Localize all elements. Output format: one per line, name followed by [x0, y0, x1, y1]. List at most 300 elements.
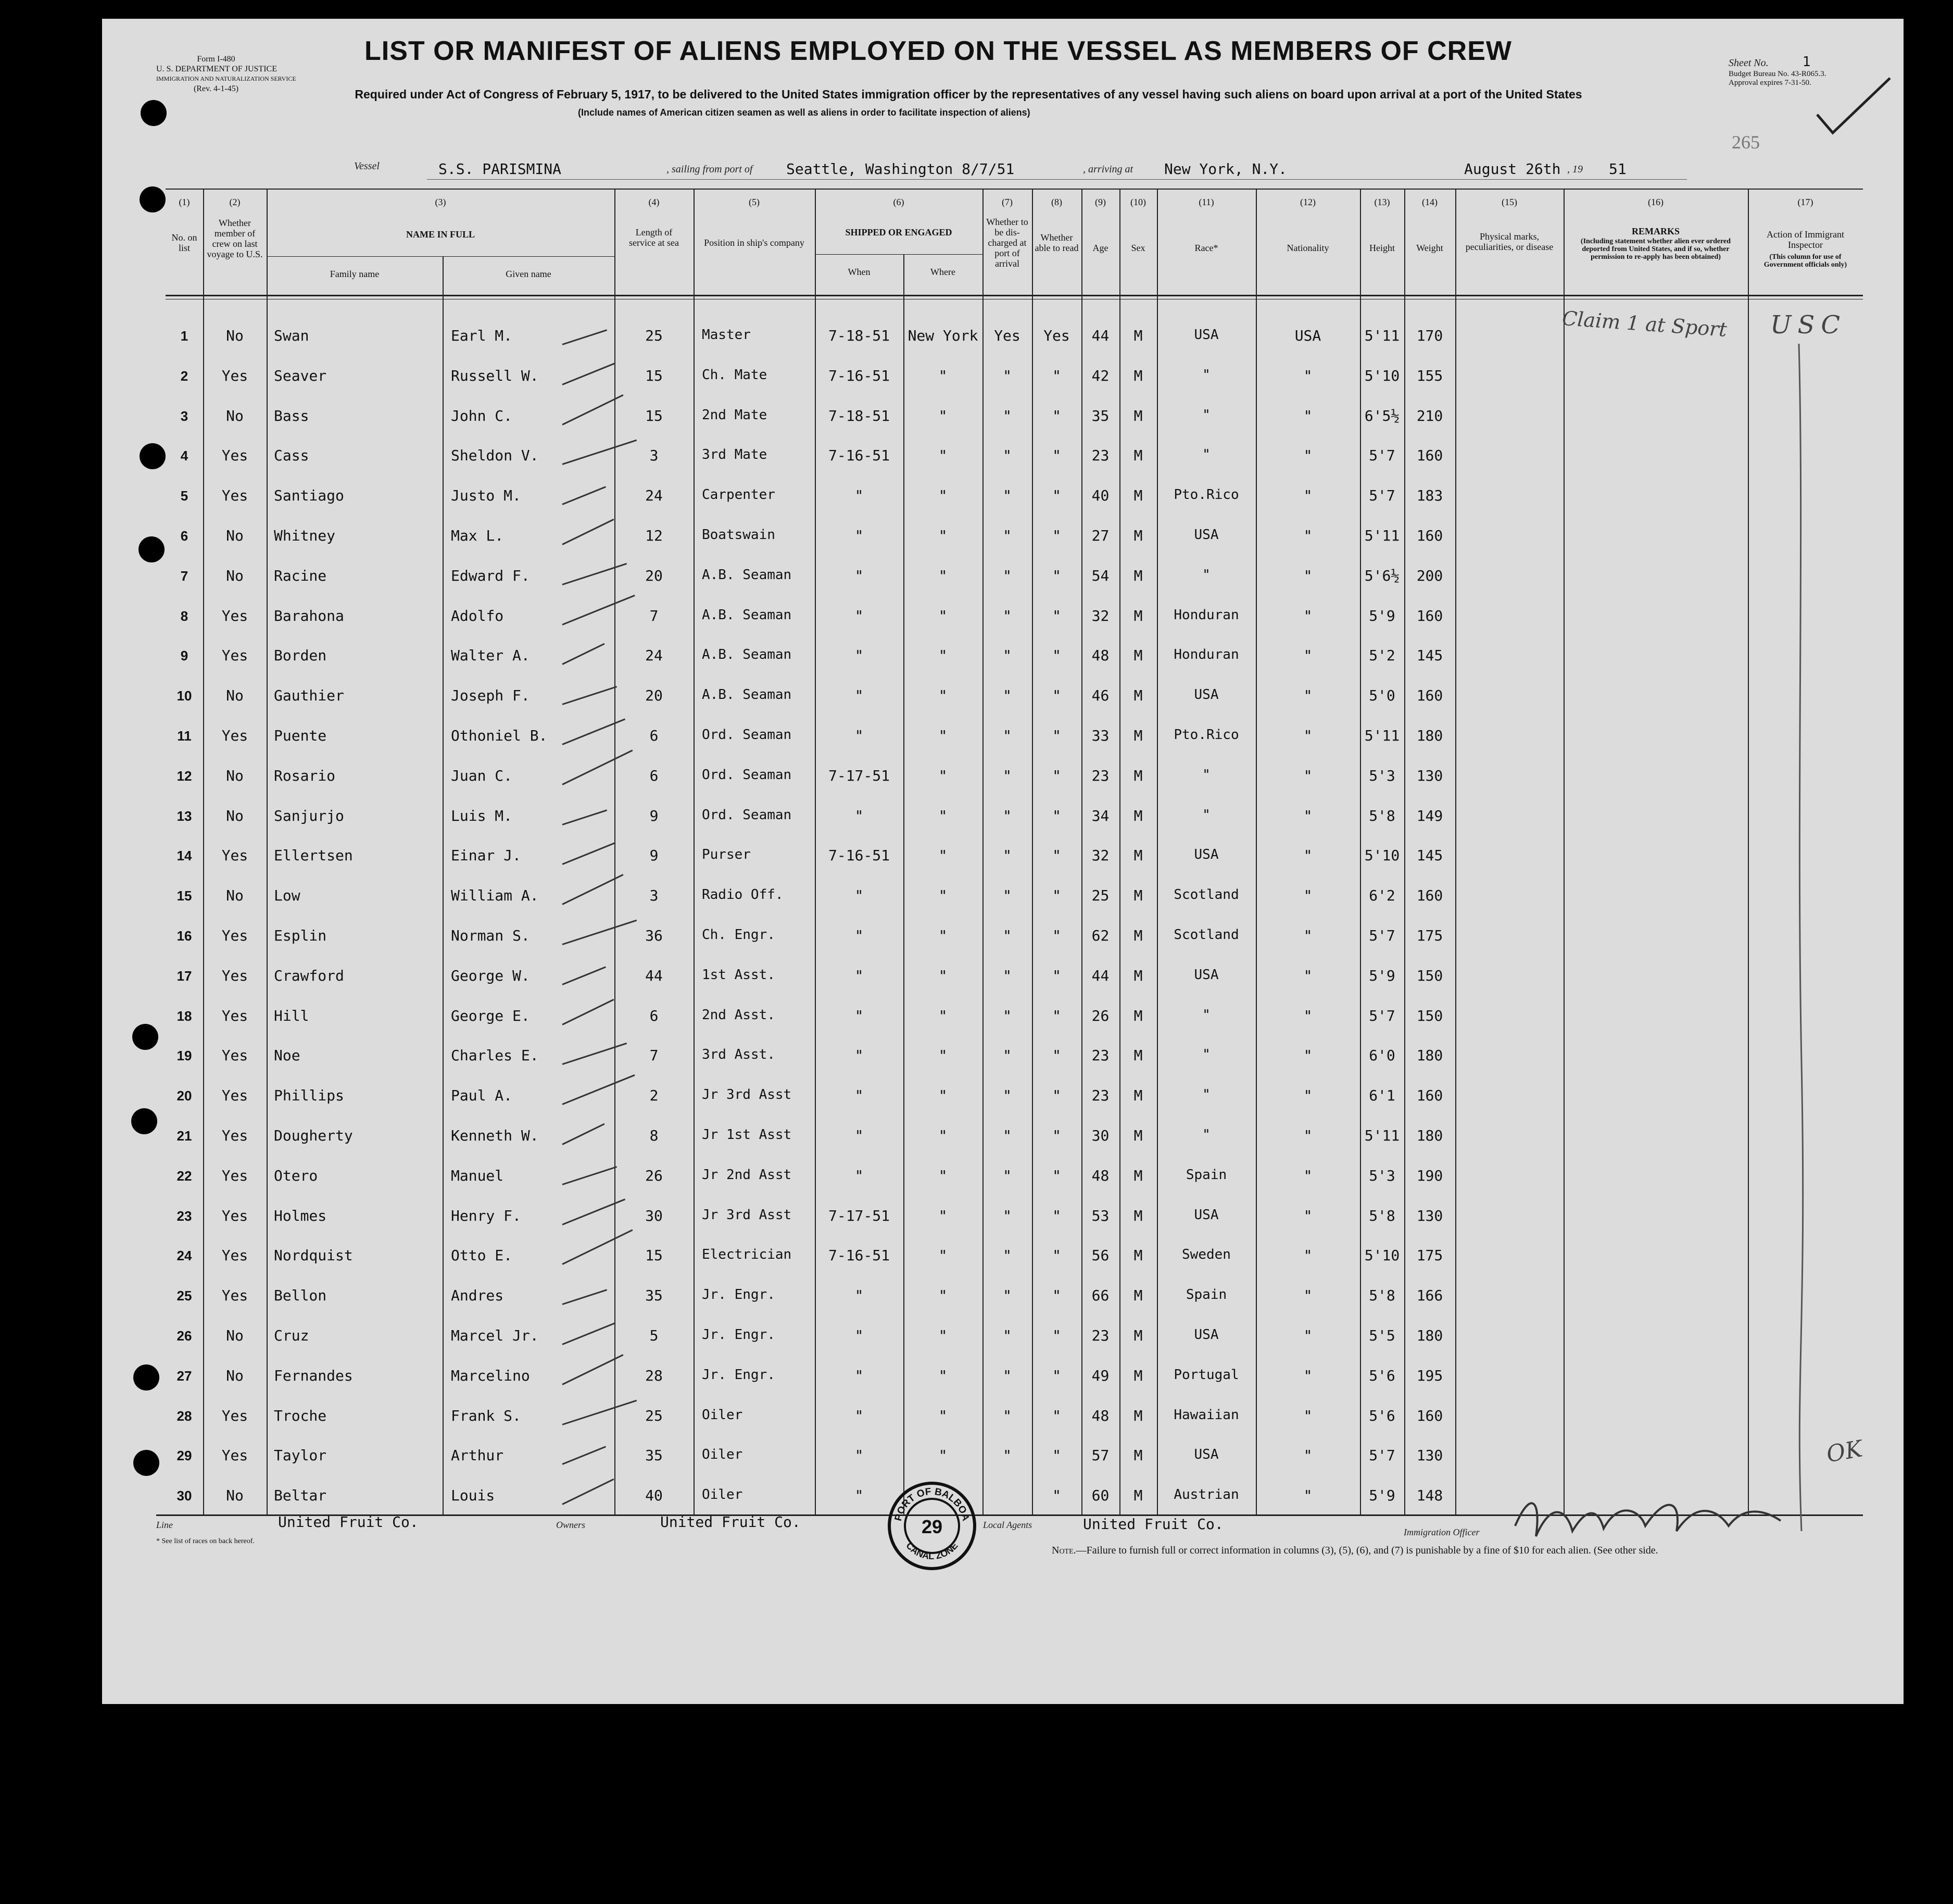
sex-cell: M [1133, 1167, 1143, 1184]
height-cell: 5'6½ [1364, 567, 1400, 584]
arrival-date: August 26th [1464, 160, 1561, 178]
last-voyage-cell: No [226, 1487, 244, 1504]
sex-cell: M [1133, 1287, 1143, 1304]
position-cell: Jr. Engr. [702, 1287, 775, 1302]
given-name-cell: Louis [451, 1487, 495, 1504]
family-name-cell: Borden [274, 647, 327, 664]
family-name-cell: Bass [274, 407, 309, 424]
height-cell: 5'0 [1369, 687, 1395, 704]
nationality-cell: " [1303, 367, 1313, 384]
header-where: Where [930, 267, 955, 277]
header-remarks: REMARKS [1631, 226, 1680, 236]
family-name-cell: Holmes [274, 1207, 327, 1224]
col-number: (8) [1051, 197, 1062, 207]
length-service-cell: 24 [645, 647, 663, 664]
height-cell: 5'7 [1369, 927, 1395, 944]
age-cell: 40 [1091, 487, 1110, 504]
weight-cell: 160 [1416, 687, 1443, 704]
length-service-cell: 12 [645, 527, 663, 544]
given-name-cell: Edward F. [451, 567, 530, 584]
given-name-cell: Paul A. [451, 1087, 513, 1104]
service-name: IMMIGRATION AND NATURALIZATION SERVICE [156, 75, 296, 82]
race-cell: " [1202, 1007, 1211, 1023]
sex-cell: M [1133, 607, 1143, 624]
nationality-cell: " [1303, 567, 1313, 584]
shipped-when-cell: " [854, 1447, 864, 1464]
shipped-where-cell: " [938, 1047, 948, 1064]
col-number: (14) [1422, 197, 1438, 207]
length-service-cell: 35 [645, 1287, 663, 1304]
table-top-border [166, 189, 1863, 190]
row-number-cell: 7 [180, 568, 188, 584]
col-number: (1) [179, 197, 190, 207]
row-number-cell: 14 [177, 848, 192, 863]
height-cell: 5'7 [1369, 1007, 1395, 1024]
nationality-cell: " [1303, 727, 1313, 744]
age-cell: 48 [1091, 647, 1110, 664]
able-to-read-cell: " [1052, 1327, 1061, 1344]
length-service-cell: 3 [649, 887, 659, 904]
age-cell: 35 [1091, 407, 1110, 424]
last-voyage-cell: No [226, 407, 244, 424]
row-number-cell: 22 [177, 1168, 192, 1184]
approval-expiry: Approval expires 7-31-50. [1729, 79, 1811, 87]
nationality-cell: " [1303, 927, 1313, 944]
weight-cell: 160 [1416, 607, 1443, 624]
able-to-read-cell: " [1052, 607, 1061, 624]
length-service-cell: 6 [649, 767, 659, 784]
discharged-cell: " [1003, 967, 1012, 984]
race-cell: Sweden [1182, 1247, 1231, 1262]
height-cell: 5'11 [1364, 1127, 1400, 1144]
year-prefix: , 19 [1567, 164, 1583, 175]
col-line [267, 189, 268, 1514]
arriving-at: New York, N.Y. [1164, 160, 1288, 178]
age-cell: 27 [1091, 527, 1110, 544]
shipped-when-cell: " [854, 1487, 864, 1504]
length-service-cell: 36 [645, 927, 663, 944]
given-name-cell: Manuel [451, 1167, 504, 1184]
shipped-when-cell: " [854, 967, 864, 984]
punch-hole [131, 1108, 157, 1134]
weight-cell: 160 [1416, 1407, 1443, 1424]
discharged-cell: Yes [994, 327, 1020, 344]
shipped-where-cell: " [938, 407, 948, 424]
race-cell: USA [1194, 1327, 1219, 1343]
action-column-line [1781, 333, 1822, 1536]
height-cell: 5'7 [1369, 447, 1395, 464]
last-voyage-cell: Yes [221, 1407, 248, 1424]
shipped-where-cell: " [938, 487, 948, 504]
able-to-read-cell: " [1052, 1167, 1061, 1184]
last-voyage-cell: Yes [221, 927, 248, 944]
position-cell: 3rd Mate [702, 447, 767, 462]
race-cell: Austrian [1174, 1487, 1239, 1502]
length-service-cell: 8 [649, 1127, 659, 1144]
age-cell: 42 [1091, 367, 1110, 384]
family-name-cell: Rosario [274, 767, 336, 784]
age-cell: 60 [1091, 1487, 1110, 1504]
nationality-cell: " [1303, 1407, 1313, 1424]
age-cell: 46 [1091, 687, 1110, 704]
age-cell: 44 [1091, 967, 1110, 984]
family-name-cell: Troche [274, 1407, 327, 1424]
action-handwritten: USC [1770, 310, 1847, 340]
row-number-cell: 27 [177, 1368, 192, 1384]
position-cell: Electrician [702, 1247, 792, 1262]
height-cell: 5'11 [1364, 727, 1400, 744]
discharged-cell: " [1003, 887, 1012, 904]
header-age: Age [1092, 243, 1108, 253]
stamp-number: 265 [1732, 132, 1760, 153]
form-number: Form I-480 [197, 55, 235, 64]
given-name-cell: Charles E. [451, 1047, 539, 1064]
height-cell: 5'10 [1364, 847, 1400, 864]
able-to-read-cell: " [1052, 567, 1061, 584]
weight-cell: 130 [1416, 1447, 1443, 1464]
length-service-cell: 6 [649, 727, 659, 744]
weight-cell: 195 [1416, 1367, 1443, 1384]
race-cell: " [1202, 567, 1211, 583]
given-name-cell: Joseph F. [451, 687, 530, 704]
row-number-cell: 11 [177, 728, 192, 744]
position-cell: Carpenter [702, 487, 775, 503]
shipped-where-cell: " [938, 967, 948, 984]
shipped-when-cell: " [854, 647, 864, 664]
shipped-where-cell: New York [908, 327, 978, 344]
shipped-where-cell: " [938, 1247, 948, 1264]
arriving-label: , arriving at [1083, 164, 1133, 175]
age-cell: 23 [1091, 1327, 1110, 1344]
nationality-cell: " [1303, 1367, 1313, 1384]
family-name-cell: Beltar [274, 1487, 327, 1504]
height-cell: 5'6 [1369, 1407, 1395, 1424]
weight-cell: 148 [1416, 1487, 1443, 1504]
length-service-cell: 20 [645, 567, 663, 584]
col-number: (6) [893, 197, 904, 207]
age-cell: 62 [1091, 927, 1110, 944]
discharged-cell: " [1003, 607, 1012, 624]
header-position: Position in ship's company [704, 237, 804, 248]
last-voyage-cell: Yes [221, 1447, 248, 1464]
col-number: (2) [229, 197, 241, 207]
sex-cell: M [1133, 1327, 1143, 1344]
col-number: (7) [1002, 197, 1013, 207]
row-number-cell: 4 [180, 448, 188, 464]
family-name-cell: Barahona [274, 607, 344, 624]
officer-signature [1510, 1479, 1801, 1557]
footer-officer-label: Immigration Officer [1404, 1527, 1480, 1537]
given-name-cell: Andres [451, 1287, 504, 1304]
header-shipped: SHIPPED OR ENGAGED [845, 227, 952, 237]
position-cell: Boatswain [702, 527, 775, 543]
height-cell: 6'5½ [1364, 407, 1400, 424]
race-cell: Spain [1186, 1287, 1227, 1302]
header-action: Action of Immigrant Inspector [1767, 229, 1844, 250]
given-name-cell: Norman S. [451, 927, 530, 944]
family-name-cell: Phillips [274, 1087, 344, 1104]
family-name-cell: Dougherty [274, 1127, 353, 1144]
family-name-cell: Low [274, 887, 300, 904]
weight-cell: 145 [1416, 647, 1443, 664]
last-voyage-cell: No [226, 887, 244, 904]
able-to-read-cell: " [1052, 687, 1061, 704]
arrival-year: 51 [1609, 160, 1627, 178]
sex-cell: M [1133, 1207, 1143, 1224]
last-voyage-cell: No [226, 1367, 244, 1384]
position-cell: 2nd Asst. [702, 1007, 775, 1023]
stamp-center-text: 29 [921, 1516, 943, 1537]
discharged-cell: " [1003, 1367, 1012, 1384]
race-cell: " [1202, 367, 1211, 383]
action-column-stroke [1799, 344, 1803, 1531]
header-when: When [848, 267, 871, 277]
race-cell: USA [1194, 967, 1219, 983]
col-number: (5) [749, 197, 760, 207]
row-number-cell: 17 [177, 968, 192, 984]
nationality-cell: " [1303, 607, 1313, 624]
sex-cell: M [1133, 1127, 1143, 1144]
nationality-cell: " [1303, 487, 1313, 504]
given-name-cell: Luis M. [451, 807, 513, 824]
row-number-cell: 29 [177, 1448, 192, 1463]
race-cell: Spain [1186, 1167, 1227, 1183]
length-service-cell: 6 [649, 1007, 659, 1024]
age-cell: 49 [1091, 1367, 1110, 1384]
sex-cell: M [1133, 1007, 1143, 1024]
family-name-cell: Bellon [274, 1287, 327, 1304]
sex-cell: M [1133, 687, 1143, 704]
position-cell: Jr. Engr. [702, 1327, 775, 1343]
last-voyage-cell: Yes [221, 1207, 248, 1224]
sheet-number: 1 [1802, 54, 1811, 70]
height-cell: 5'11 [1364, 527, 1400, 544]
row-number-cell: 6 [180, 528, 188, 544]
sex-cell: M [1133, 327, 1143, 344]
height-cell: 6'2 [1369, 887, 1395, 904]
length-service-cell: 44 [645, 967, 663, 984]
col-line [694, 189, 695, 1514]
col-number: (3) [435, 197, 446, 207]
able-to-read-cell: " [1052, 1407, 1061, 1424]
position-cell: Ord. Seaman [702, 727, 792, 743]
discharged-cell: " [1003, 1207, 1012, 1224]
nationality-cell: " [1303, 807, 1313, 824]
position-cell: A.B. Seaman [702, 647, 792, 662]
last-voyage-cell: No [226, 567, 244, 584]
age-cell: 26 [1091, 1007, 1110, 1024]
last-voyage-cell: Yes [221, 1167, 248, 1184]
remarks-handwritten: Claim 1 at Sport [1561, 306, 1728, 342]
header-length-service: Length of service at sea [629, 227, 679, 248]
col-line [1455, 189, 1456, 1514]
able-to-read-cell: " [1052, 1087, 1061, 1104]
sex-cell: M [1133, 1367, 1143, 1384]
last-voyage-cell: No [226, 807, 244, 824]
vessel-underline [427, 179, 1687, 180]
last-voyage-cell: Yes [221, 1127, 248, 1144]
weight-cell: 155 [1416, 367, 1443, 384]
height-cell: 5'8 [1369, 807, 1395, 824]
age-cell: 30 [1091, 1127, 1110, 1144]
position-cell: Ord. Seaman [702, 767, 792, 783]
race-cell: USA [1194, 687, 1219, 703]
shipped-when-cell: " [854, 1407, 864, 1424]
punch-hole [140, 186, 166, 212]
length-service-cell: 25 [645, 327, 663, 344]
able-to-read-cell: " [1052, 407, 1061, 424]
family-name-cell: Taylor [274, 1447, 327, 1464]
shipped-where-cell: " [938, 1207, 948, 1224]
race-cell: USA [1194, 1447, 1219, 1462]
height-cell: 5'5 [1369, 1327, 1395, 1344]
row-number-cell: 30 [177, 1488, 192, 1504]
family-name-cell: Swan [274, 327, 309, 344]
sex-cell: M [1133, 1487, 1143, 1504]
family-name-cell: Crawford [274, 967, 344, 984]
shipped-when-cell: " [854, 727, 864, 744]
given-name-cell: Einar J. [451, 847, 521, 864]
shipped-where-cell: " [938, 847, 948, 864]
weight-cell: 160 [1416, 527, 1443, 544]
weight-cell: 200 [1416, 567, 1443, 584]
sailing-from: Seattle, Washington 8/7/51 [786, 160, 1015, 178]
able-to-read-cell: " [1052, 527, 1061, 544]
sex-cell: M [1133, 727, 1143, 744]
height-cell: 5'3 [1369, 767, 1395, 784]
family-name-cell: Racine [274, 567, 327, 584]
race-cell: Honduran [1174, 607, 1239, 623]
name-subheader-line [267, 256, 614, 257]
page-title: LIST OR MANIFEST OF ALIENS EMPLOYED ON THE VESSEL AS MEMBERS OF CREW [364, 36, 1512, 66]
weight-cell: 160 [1416, 887, 1443, 904]
position-cell: Jr 1st Asst [702, 1127, 792, 1143]
position-cell: Oiler [702, 1487, 743, 1502]
sex-cell: M [1133, 407, 1143, 424]
nationality-cell: " [1303, 887, 1313, 904]
shipped-when-cell: " [854, 1087, 864, 1104]
shipped-where-cell: " [938, 1167, 948, 1184]
length-service-cell: 5 [649, 1327, 659, 1344]
family-name-cell: Ellertsen [274, 847, 353, 864]
shipped-where-cell: " [938, 447, 948, 464]
age-cell: 33 [1091, 727, 1110, 744]
able-to-read-cell: " [1052, 767, 1061, 784]
page-subnote: (Include names of American citizen seamen as well as aliens in order to facilitate inspection of aliens) [578, 107, 1030, 118]
row-number-cell: 15 [177, 888, 192, 904]
header-action-note: (This column for use of Government officials only) [1763, 253, 1847, 269]
row-number-cell: 21 [177, 1128, 192, 1144]
able-to-read-cell: " [1052, 727, 1061, 744]
shipped-when-cell: " [854, 567, 864, 584]
discharged-cell: " [1003, 727, 1012, 744]
col-number: (10) [1130, 197, 1146, 207]
able-to-read-cell: " [1052, 847, 1061, 864]
length-service-cell: 15 [645, 367, 663, 384]
row-number-cell: 3 [180, 408, 188, 424]
weight-cell: 130 [1416, 1207, 1443, 1224]
header-family-name: Family name [330, 269, 380, 279]
header-discharged: Whether to be dis-charged at port of arrival [986, 217, 1028, 269]
nationality-cell: " [1303, 1207, 1313, 1224]
nationality-cell: " [1303, 527, 1313, 544]
position-cell: Jr. Engr. [702, 1367, 775, 1383]
discharged-cell: " [1003, 487, 1012, 504]
weight-cell: 175 [1416, 1247, 1443, 1264]
race-cell: Pto.Rico [1174, 727, 1239, 743]
family-name-cell: Fernandes [274, 1367, 353, 1384]
given-name-cell: Adolfo [451, 607, 504, 624]
weight-cell: 183 [1416, 487, 1443, 504]
nationality-cell: " [1303, 1167, 1313, 1184]
shipped-when-cell: 7-16-51 [828, 447, 890, 464]
row-number-cell: 9 [180, 648, 188, 663]
family-name-cell: Gauthier [274, 687, 344, 704]
last-voyage-cell: Yes [221, 607, 248, 624]
race-cell: " [1202, 1047, 1211, 1062]
height-cell: 6'0 [1369, 1047, 1395, 1064]
weight-cell: 180 [1416, 727, 1443, 744]
col-number: (4) [648, 197, 660, 207]
age-cell: 44 [1091, 327, 1110, 344]
height-cell: 5'9 [1369, 967, 1395, 984]
row-number-cell: 10 [177, 688, 192, 704]
given-name-cell: William A. [451, 887, 539, 904]
shipped-where-cell: " [938, 1367, 948, 1384]
sex-cell: M [1133, 1087, 1143, 1104]
race-cell: " [1202, 807, 1211, 823]
length-service-cell: 3 [649, 447, 659, 464]
nationality-cell: " [1303, 767, 1313, 784]
nationality-cell: USA [1294, 327, 1321, 344]
header-height: Height [1369, 243, 1395, 253]
weight-cell: 145 [1416, 847, 1443, 864]
age-cell: 23 [1091, 447, 1110, 464]
shipped-when-cell: " [854, 1047, 864, 1064]
discharged-cell: " [1003, 447, 1012, 464]
discharged-cell: " [1003, 1087, 1012, 1104]
margin-note: OK [1824, 1435, 1864, 1468]
discharged-cell: " [1003, 407, 1012, 424]
header-sex: Sex [1131, 243, 1145, 253]
height-cell: 5'8 [1369, 1207, 1395, 1224]
vessel-label: Vessel [354, 160, 380, 172]
given-name-cell: Otto E. [451, 1247, 513, 1264]
able-to-read-cell: " [1052, 967, 1061, 984]
nationality-cell: " [1303, 1327, 1313, 1344]
row-number-cell: 12 [177, 768, 192, 784]
race-cell: Honduran [1174, 647, 1239, 662]
able-to-read-cell: " [1052, 1247, 1061, 1264]
check-mark-large [1812, 73, 1895, 141]
length-service-cell: 35 [645, 1447, 663, 1464]
family-name-cell: Cruz [274, 1327, 309, 1344]
vessel-name: S.S. PARISMINA [438, 160, 562, 178]
discharged-cell: " [1003, 1167, 1012, 1184]
col-line [1564, 189, 1565, 1514]
punch-hole [138, 536, 165, 562]
age-cell: 23 [1091, 767, 1110, 784]
shipped-where-cell: " [938, 367, 948, 384]
position-cell: A.B. Seaman [702, 687, 792, 703]
race-cell: " [1202, 767, 1211, 783]
nationality-cell: " [1303, 967, 1313, 984]
length-service-cell: 28 [645, 1367, 663, 1384]
able-to-read-cell: " [1052, 447, 1061, 464]
length-service-cell: 26 [645, 1167, 663, 1184]
able-to-read-cell: " [1052, 487, 1061, 504]
nationality-cell: " [1303, 447, 1313, 464]
